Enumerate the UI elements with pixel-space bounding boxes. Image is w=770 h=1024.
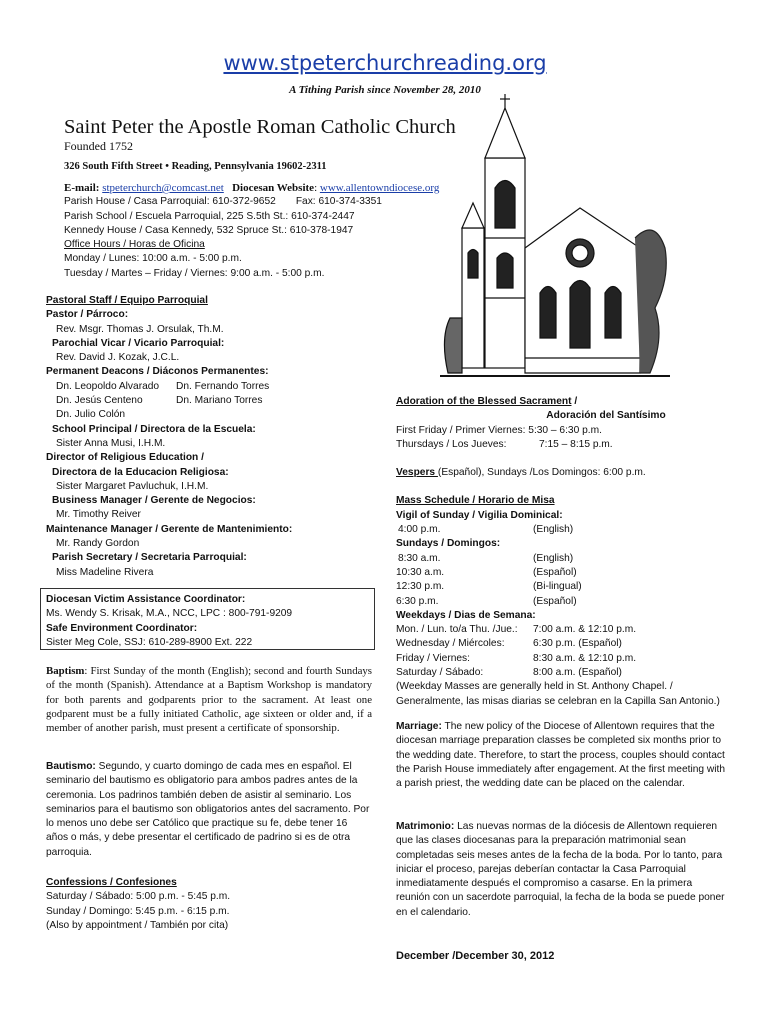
mass-schedule-title: Mass Schedule / Horario de Misa	[396, 495, 555, 507]
weekday-time: 8:00 a.m. (Español)	[533, 667, 622, 679]
safe-environment-label: Safe Environment Coordinator:	[46, 622, 198, 634]
mass-time: 8:30 a.m.	[398, 552, 441, 564]
tagline: A Tithing Parish since November 28, 2010	[289, 84, 481, 96]
vicar-label: Parochial Vicar / Vicario Parroquial:	[52, 337, 225, 349]
parish-house-phone: Parish House / Casa Parroquial: 610-372-9652	[64, 196, 276, 208]
baptism-text: : First Sunday of the month (English); second and fourth Sundays of the month (Spanish). Attendance at a Baptism Workshop is mandatory for both parents and godparents prior to the sacrament. At least one godparent must be a fully initiated Catholic, age sixteen or older and, if a member of another parish, must present a certificate of sponsorship.	[46, 665, 372, 735]
mass-language: (English)	[533, 552, 574, 564]
dre-name: Sister Margaret Pavluchuk, I.H.M.	[56, 480, 209, 492]
confessions-saturday: Saturday / Sábado: 5:00 p.m. - 5:45 p.m.	[46, 891, 231, 903]
vespers-text: (Español), Sundays /Los Domingos: 6:00 p.m.	[437, 467, 646, 479]
adoration-thursdays-label: Thursdays / Los Jueves:	[396, 438, 507, 450]
confessions-title: Confessions / Confesiones	[46, 877, 177, 888]
founded-line: Founded 1752	[64, 139, 133, 153]
adoration-first-friday: First Friday / Primer Viernes: 5:30 – 6:30 p.m.	[396, 424, 602, 436]
mass-time: 6:30 p.m.	[396, 595, 439, 607]
vespers-row	[396, 466, 726, 480]
weekday-row	[396, 666, 726, 680]
address-line: 326 South Fifth Street • Reading, Pennsylvania 19602-2311	[64, 161, 327, 172]
church-illustration	[440, 88, 670, 390]
adoration-slash: /	[571, 396, 578, 407]
bautismo-paragraph	[46, 760, 372, 860]
deacon-name: Dn. Jesús Centeno	[56, 395, 143, 407]
baptism-paragraph	[46, 664, 372, 735]
mass-time-row	[396, 566, 726, 580]
dre-label-line2: Directora de la Educacion Religiosa:	[52, 466, 229, 478]
marriage-text: The new policy of the Diocese of Allentown requires that the diocesan marriage preparation classes be completed six months prior to the wedding date. Therefore, to start the process, couples should contact the Parish House immediately after engagement. At the first meeting with a parish priest, the wedding date can be placed on the calendar.	[396, 721, 725, 790]
dre-label-line1: Director of Religious Education /	[46, 452, 204, 464]
bautismo-text: Segundo, y cuarto domingo de cada mes en español. El seminario del bautismo es obligatorio para ambos padres antes de la ceremonia. Los padrinos también deben de asistir al seminario. Los seminarios para el bautismo son obligatorios antes del sacramento. Por lo menos uno debe ser Católico que practique su fe, debe tener 16 años o más, y debe presentar el certificado de padrino si es de otra parroquia.	[46, 761, 370, 858]
office-hours-tuesday-friday: Tuesday / Martes – Friday / Viernes: 9:00 a.m. - 5:00 p.m.	[64, 267, 325, 279]
marriage-label: Marriage:	[396, 721, 442, 732]
adoration-thursdays-time: 7:15 – 8:15 p.m.	[539, 438, 613, 450]
deacon-row	[46, 394, 366, 408]
weekday-time: 6:30 p.m. (Español)	[533, 638, 622, 650]
business-manager-label: Business Manager / Gerente de Negocios:	[52, 495, 256, 507]
bulletin-date: December /December 30, 2012	[396, 950, 555, 962]
weekdays-label: Weekdays / Dias de Semana:	[396, 609, 536, 621]
mass-time-row	[396, 552, 726, 566]
mass-time-row	[396, 523, 726, 537]
baptism-label: Baptism	[46, 665, 85, 677]
weekday-label: Friday / Viernes:	[396, 652, 470, 664]
matrimonio-paragraph	[396, 820, 726, 920]
victim-coordinator: Ms. Wendy S. Krisak, M.A., NCC, LPC : 800-791-9209	[46, 608, 293, 620]
office-hours-title: Office Hours / Horas de Oficina	[64, 239, 205, 251]
secretary-name: Miss Madeline Rivera	[56, 566, 154, 578]
deacon-row	[46, 380, 366, 394]
diocesan-website-link[interactable]: www.allentowndiocese.org	[319, 182, 440, 194]
adoration-thursdays	[396, 438, 726, 452]
weekday-row	[396, 652, 726, 666]
parish-house-row	[64, 195, 464, 209]
weekday-mass-note: (Weekday Masses are generally held in St. Anthony Chapel. / Generalmente, las misas diarias se celebran en la Capilla San Antonio.)	[396, 681, 720, 707]
principal-name: Sister Anna Musi, I.H.M.	[56, 437, 166, 449]
marriage-paragraph	[396, 720, 726, 791]
diocesan-website-label: Diocesan Website	[232, 182, 315, 194]
weekday-label: Saturday / Sábado:	[396, 667, 484, 679]
weekday-time: 8:30 a.m. & 12:10 p.m.	[533, 652, 637, 664]
vespers-label: Vespers	[396, 467, 438, 479]
mass-time: 4:00 p.m.	[398, 524, 441, 536]
website-link[interactable]: www.stpeterchurchreading.org	[223, 51, 547, 75]
bautismo-label: Bautismo:	[46, 761, 96, 772]
business-manager-name: Mr. Timothy Reiver	[56, 509, 141, 521]
maintenance-manager-label: Maintenance Manager / Gerente de Mantenimiento:	[46, 523, 293, 535]
confessions-appointment: (Also by appointment / También por cita)	[46, 919, 229, 931]
weekday-row	[396, 637, 726, 651]
mass-time: 10:30 a.m.	[396, 566, 445, 578]
mass-language: (Español)	[533, 566, 577, 578]
adoracion-title: Adoración del Santísimo	[546, 410, 666, 422]
office-hours-monday: Monday / Lunes: 10:00 a.m. - 5:00 p.m.	[64, 253, 242, 265]
website-header[interactable]	[0, 50, 770, 76]
maintenance-manager-name: Mr. Randy Gordon	[56, 538, 140, 550]
deacon-name: Dn. Fernando Torres	[176, 380, 270, 392]
deacon-name: Dn. Mariano Torres	[176, 395, 263, 407]
sundays-label: Sundays / Domingos:	[396, 538, 501, 550]
secretary-label: Parish Secretary / Secretaria Parroquial:	[52, 552, 247, 564]
deacons-label: Permanent Deacons / Diáconos Permanentes:	[46, 366, 269, 378]
email-link[interactable]: stpeterchurch@comcast.net	[102, 182, 224, 194]
deacon-name: Dn. Leopoldo Alvarado	[56, 380, 160, 392]
pastoral-staff-section	[46, 294, 366, 580]
mass-language: (Bi-lingual)	[533, 581, 582, 593]
church-name: Saint Peter the Apostle Roman Catholic Church	[64, 116, 456, 138]
pastor-label: Pastor / Párroco:	[46, 309, 129, 321]
pastoral-staff-title: Pastoral Staff / Equipo Parroquial	[46, 295, 208, 306]
schedule-column	[396, 395, 726, 709]
confessions-section	[46, 876, 372, 933]
mass-time-row	[396, 595, 726, 609]
weekday-time: 7:00 a.m. & 12:10 p.m.	[533, 624, 637, 636]
matrimonio-text: Las nuevas normas de la diócesis de Allentown requieren que las clases diocesanas para la preparación matrimonial sean completadas seis meses antes de la fecha de la boda. Por lo tanto, para iniciar el proceso, parejas deberían contactar la Casa Parroquial inmediatamente después el compromiso a casarse. En la primera reunión con un sacerdote parroquial, la fecha de la boda se puede poner en el calendario.	[396, 821, 725, 918]
mass-language: (English)	[533, 524, 574, 536]
confessions-sunday: Sunday / Domingo: 5:45 p.m. - 6:15 p.m.	[46, 905, 230, 917]
fax-number: Fax: 610-374-3351	[295, 196, 382, 208]
adoration-title: Adoration of the Blessed Sacrament	[396, 396, 572, 407]
vigil-label: Vigil of Sunday / Vigilia Dominical:	[396, 509, 563, 521]
principal-label: School Principal / Directora de la Escuela:	[52, 423, 256, 435]
kennedy-house-phone: Kennedy House / Casa Kennedy, 532 Spruce St.: 610-378-1947	[64, 224, 354, 236]
vicar-name: Rev. David J. Kozak, J.C.L.	[56, 352, 180, 364]
deacon-row	[46, 408, 366, 422]
adoration-title-row	[396, 395, 726, 409]
victim-assistance-box	[40, 588, 375, 650]
weekday-row	[396, 623, 726, 637]
mass-time: 12:30 p.m.	[396, 581, 445, 593]
mass-time-row	[396, 580, 726, 594]
email-row: E-mail: stpeterchurch@comcast.net Diocesan Website: www.allentowndiocese.org	[64, 182, 440, 194]
deacon-name: Dn. Julio Colón	[56, 409, 126, 421]
victim-coordinator-label: Diocesan Victim Assistance Coordinator:	[46, 594, 246, 605]
pastor-name: Rev. Msgr. Thomas J. Orsulak, Th.M.	[56, 323, 224, 335]
weekday-label: Mon. / Lun. to/a Thu. /Jue.:	[396, 624, 518, 636]
mass-language: (Español)	[533, 595, 577, 607]
weekday-label: Wednesday / Miércoles:	[396, 638, 505, 650]
school-phone: Parish School / Escuela Parroquial, 225 S.5th St.: 610-374-2447	[64, 210, 355, 222]
contact-block	[64, 181, 464, 281]
email-label: E-mail:	[64, 182, 103, 194]
matrimonio-label: Matrimonio:	[396, 821, 455, 832]
safe-environment-coordinator: Sister Meg Cole, SSJ: 610-289-8900 Ext. 222	[46, 636, 253, 648]
